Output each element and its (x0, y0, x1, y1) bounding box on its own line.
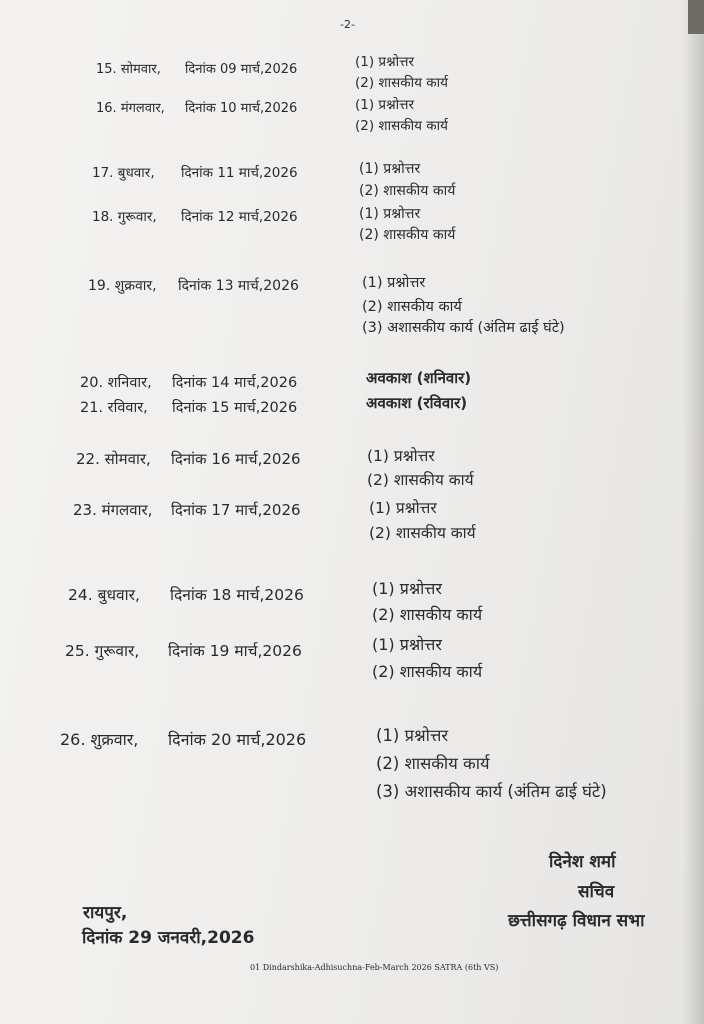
entry-day: मंगलवार, (120, 101, 165, 116)
entry-day: गुरूवार, (94, 642, 140, 660)
entry-day: शनिवार, (107, 375, 152, 391)
entry-number: 21. (80, 400, 104, 416)
schedule-entry (92, 163, 298, 181)
schedule-entry (96, 59, 298, 77)
entry-date: दिनांक 18 मार्च,2026 (170, 586, 304, 604)
entry-date: दिनांक 19 मार्च,2026 (168, 642, 302, 660)
entry-date: दिनांक 15 मार्च,2026 (172, 400, 298, 416)
entry-date: दिनांक 09 मार्च,2026 (185, 62, 298, 77)
entry-number: 17. (92, 165, 114, 181)
entry-date: दिनांक 10 मार्च,2026 (185, 101, 298, 116)
schedule-entry (76, 449, 301, 469)
schedule-entry (88, 276, 299, 295)
page-corner (688, 0, 704, 34)
agenda-item: (1) प्रश्नोत्तर (367, 447, 435, 465)
schedule-entry (96, 98, 298, 116)
signatory-organization: छत्तीसगढ़ विधान सभा (508, 911, 645, 931)
agenda-item: (2) शासकीय कार्य (372, 662, 483, 681)
entry-day: सोमवार, (104, 450, 151, 468)
page-number: -2- (340, 18, 355, 31)
agenda-item: (1) प्रश्नोत्तर (376, 726, 449, 745)
entry-date: दिनांक 14 मार्च,2026 (172, 375, 298, 391)
agenda-item: (1) प्रश्नोत्तर (355, 97, 414, 113)
entry-number: 24. (68, 586, 93, 604)
entry-date: दिनांक 17 मार्च,2026 (171, 501, 301, 519)
entry-day: मंगलवार, (101, 501, 153, 519)
entry-number: 18. (92, 209, 114, 225)
entry-date: दिनांक 16 मार्च,2026 (171, 450, 301, 468)
schedule-entry (65, 639, 302, 661)
entry-number: 20. (80, 375, 104, 391)
entry-number: 25. (65, 642, 90, 660)
schedule-entry (68, 583, 304, 605)
entry-day: सोमवार, (120, 62, 161, 77)
agenda-item: (2) शासकीय कार्य (369, 524, 476, 542)
agenda-item: (2) शासकीय कार्य (355, 75, 448, 91)
page-edge-shadow (682, 0, 704, 1024)
agenda-item: (2) शासकीय कार्य (372, 605, 483, 624)
agenda-item: (2) शासकीय कार्य (355, 118, 448, 134)
holiday-label: अवकाश (शनिवार) (366, 369, 472, 387)
entry-date: दिनांक 20 मार्च,2026 (168, 730, 307, 749)
entry-day: रविवार, (107, 400, 148, 416)
entry-date: दिनांक 11 मार्च,2026 (181, 165, 298, 181)
issue-place: रायपुर, (83, 903, 128, 923)
issue-date: दिनांक 29 जनवरी,2026 (82, 928, 255, 948)
entry-day: बुधवार, (97, 586, 140, 604)
agenda-item: (1) प्रश्नोत्तर (355, 54, 414, 70)
agenda-item: (3) अशासकीय कार्य (अंतिम ढाई घंटे) (376, 782, 607, 801)
entry-number: 16. (96, 101, 117, 116)
agenda-item: (2) शासकीय कार्य (359, 183, 456, 199)
entry-number: 23. (73, 501, 97, 519)
agenda-item: (1) प्रश्नोत्तर (359, 161, 421, 177)
agenda-item: (1) प्रश्नोत्तर (359, 206, 421, 222)
agenda-item: (2) शासकीय कार्य (376, 754, 490, 773)
agenda-item: (1) प्रश्नोत्तर (369, 499, 437, 517)
entry-day: शुक्रवार, (114, 278, 157, 294)
agenda-item: (1) प्रश्नोत्तर (362, 275, 426, 291)
signatory-designation: सचिव (578, 882, 615, 902)
schedule-entry (80, 372, 298, 392)
entry-day: गुरूवार, (117, 209, 157, 225)
agenda-item: (2) शासकीय कार्य (362, 299, 462, 315)
entry-number: 22. (76, 450, 100, 468)
entry-number: 15. (96, 62, 117, 77)
agenda-item: (1) प्रश्नोत्तर (372, 635, 442, 654)
schedule-entry (60, 728, 307, 750)
entry-day: शुक्रवार, (90, 730, 139, 749)
entry-day: बुधवार, (117, 165, 155, 181)
entry-number: 19. (88, 278, 111, 294)
holiday-label: अवकाश (रविवार) (366, 394, 468, 412)
entry-date: दिनांक 12 मार्च,2026 (181, 209, 298, 225)
agenda-item: (2) शासकीय कार्य (359, 227, 456, 243)
agenda-item: (1) प्रश्नोत्तर (372, 579, 442, 598)
footer-reference: 01 Dindarshika-Adhisuchna-Feb-March 2026 SATRA (6th VS) (250, 963, 499, 972)
entry-number: 26. (60, 730, 86, 749)
schedule-entry (73, 500, 301, 520)
signatory-name: दिनेश शर्मा (549, 852, 616, 872)
agenda-item: (2) शासकीय कार्य (367, 471, 474, 489)
schedule-entry (92, 207, 298, 225)
schedule-entry (80, 397, 298, 417)
agenda-item: (3) अशासकीय कार्य (अंतिम ढाई घंटे) (362, 320, 565, 336)
entry-date: दिनांक 13 मार्च,2026 (178, 278, 299, 294)
